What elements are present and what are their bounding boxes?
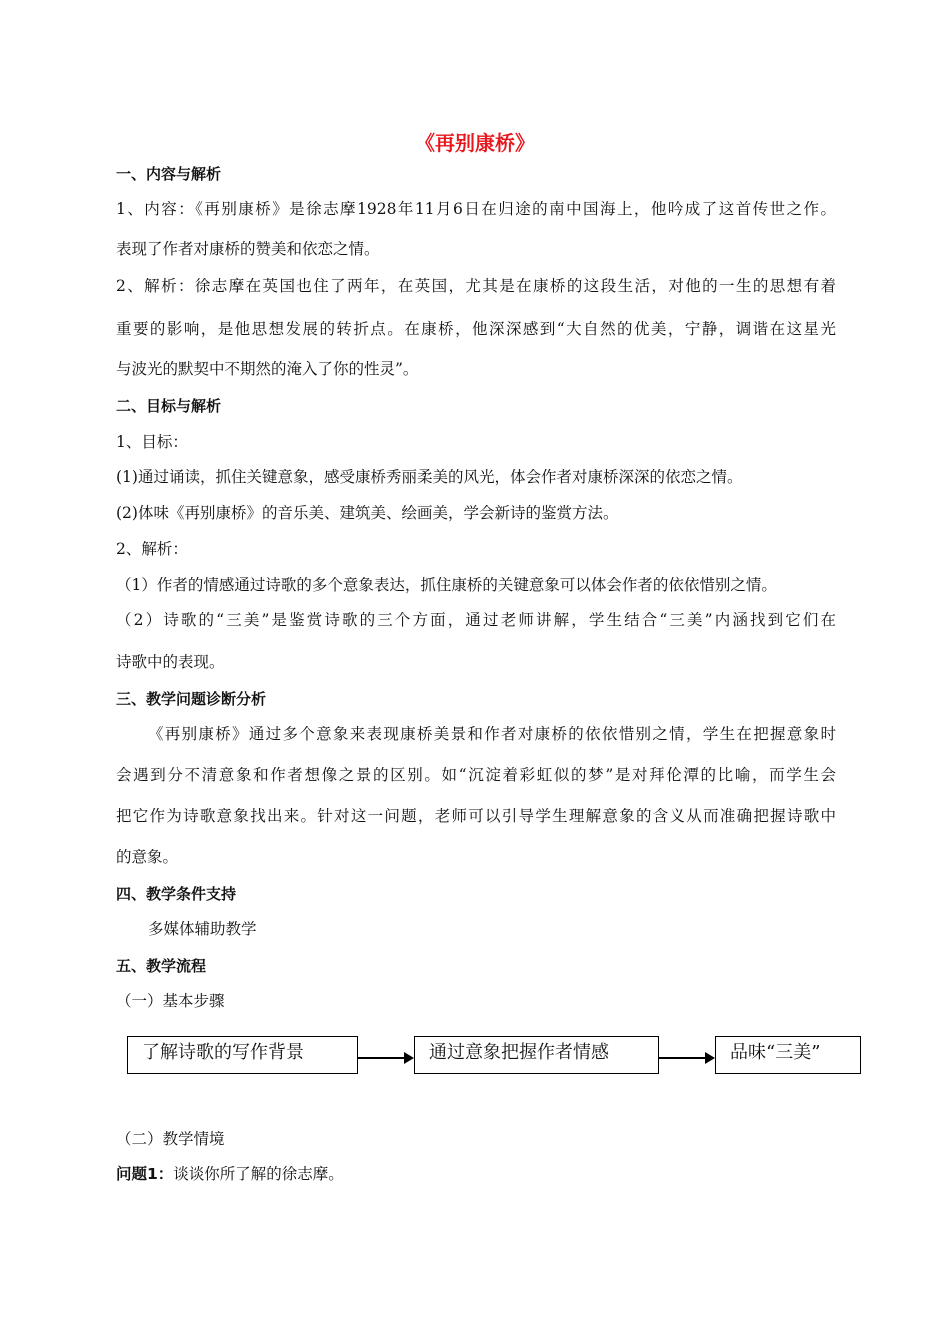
flow-arrow-1 xyxy=(358,1057,412,1059)
question-1-text: 谈谈你所了解的徐志摩。 xyxy=(173,1165,344,1183)
flow-arrow-2 xyxy=(659,1057,713,1059)
s5-subheading-steps: （一）基本步骤 xyxy=(116,992,225,1010)
question-1-label: 问题1： xyxy=(116,1165,174,1183)
s3-line-3: 把它作为诗歌意象找出来。针对这一问题，老师可以引导学生理解意象的含义从而准确把握诗歌中 xyxy=(116,807,836,825)
s2-analysis-2-line-2: 诗歌中的表现。 xyxy=(116,653,225,671)
s2-analysis-1: （1）作者的情感通过诗歌的多个意象表达，抓住康桥的关键意象可以体会作者的依依惜别之情。 xyxy=(116,576,777,594)
s1-content-line-2: 表现了作者对康桥的赞美和依恋之情。 xyxy=(116,240,380,258)
flow-step-1: 了解诗歌的写作背景 xyxy=(127,1036,358,1074)
s5-subheading-scenario: （二）教学情境 xyxy=(116,1130,225,1148)
s1-analysis-line-2: 重要的影响，是他思想发展的转折点。在康桥，他深深感到“大自然的优美，宁静，调谐在这星光 xyxy=(116,320,836,338)
s3-line-4: 的意象。 xyxy=(116,848,179,866)
s2-goal-label: 1、目标： xyxy=(116,433,188,451)
s1-analysis-line-1: 2、解析：徐志摩在英国也住了两年，在英国，尤其是在康桥的这段生活，对他的一生的思想有着 xyxy=(116,277,836,295)
s2-analysis-2-line-1: （2）诗歌的“三美”是鉴赏诗歌的三个方面，通过老师讲解，学生结合“三美”内涵找到它们在 xyxy=(116,611,836,629)
s2-goal-1: (1)通过诵读，抓住关键意象，感受康桥秀丽柔美的风光，体会作者对康桥深深的依恋之情。 xyxy=(116,468,743,486)
s3-line-1: 《再别康桥》通过多个意象来表现康桥美景和作者对康桥的依依惜别之情，学生在把握意象时 xyxy=(148,725,836,743)
flow-step-2: 通过意象把握作者情感 xyxy=(414,1036,659,1074)
question-1 xyxy=(116,1164,344,1184)
section-3-heading: 三、教学问题诊断分析 xyxy=(116,690,267,708)
section-1-heading: 一、内容与解析 xyxy=(116,165,222,183)
section-4-heading: 四、教学条件支持 xyxy=(116,885,237,903)
document-title: 《再别康桥》 xyxy=(415,131,535,155)
section-5-heading: 五、教学流程 xyxy=(116,957,207,975)
s3-line-2: 会遇到分不清意象和作者想像之景的区别。如“沉淀着彩虹似的梦”是对拜伦潭的比喻，而学生会 xyxy=(116,766,836,784)
flow-step-3: 品味“三美” xyxy=(715,1036,861,1074)
s1-analysis-line-3: 与波光的默契中不期然的淹入了你的性灵”。 xyxy=(116,360,419,378)
s1-content-line-1: 1、内容：《再别康桥》是徐志摩1928年11月6日在归途的南中国海上，他吟成了这首传世之作。 xyxy=(116,200,836,218)
s4-text: 多媒体辅助教学 xyxy=(148,920,257,938)
s2-analysis-label: 2、解析： xyxy=(116,540,188,558)
s2-goal-2: (2)体味《再别康桥》的音乐美、建筑美、绘画美，学会新诗的鉴赏方法。 xyxy=(116,504,619,522)
section-2-heading: 二、目标与解析 xyxy=(116,397,222,415)
